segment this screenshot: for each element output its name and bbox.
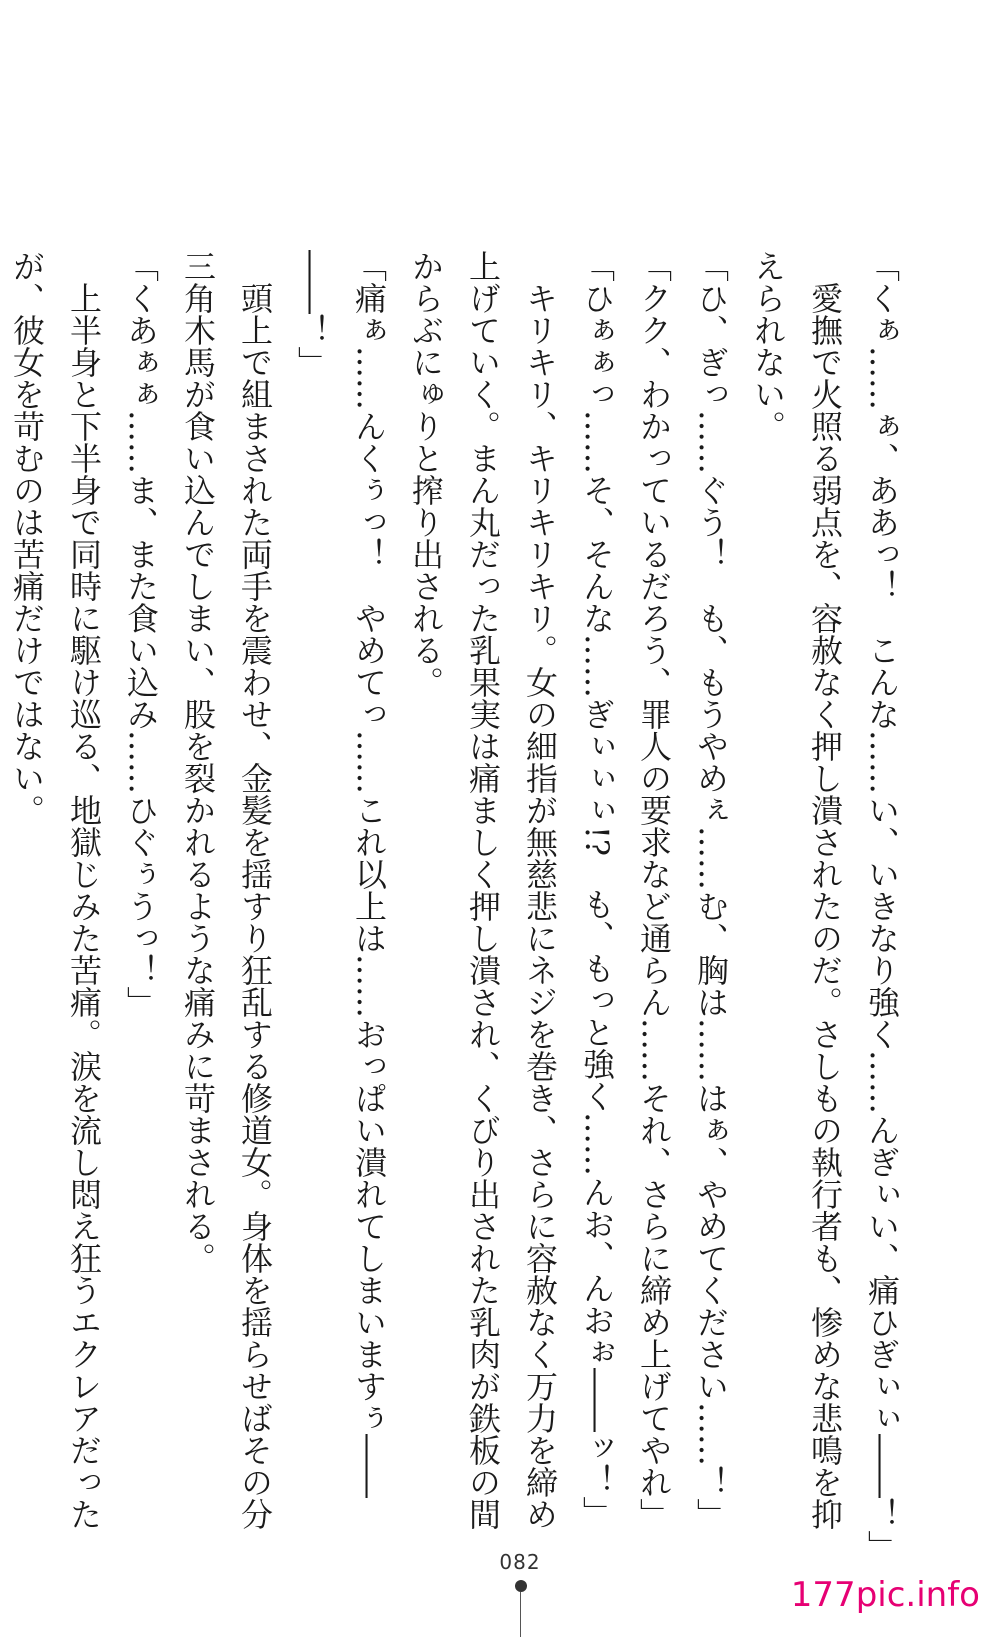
text-line: 上半身と下半身で同時に駆け巡る、地獄じみた苦痛。涙を流し悶え狂うエクレアだった [65, 250, 103, 1530]
page-number: 082 [499, 1550, 541, 1574]
text-line: ――！」 [293, 250, 331, 378]
text-line: 「痛ぁ……んくぅっ！ やめてっ……これ以上は……おっぱい潰れてしまいますぅ―― [350, 250, 388, 1498]
text-line: 上げていく。まん丸だった乳果実は痛ましく押し潰され、くびり出された乳肉が鉄板の間 [464, 250, 502, 1530]
page-marker-rule [520, 1592, 521, 1637]
text-line: 「ひ、ぎっ……ぐう！ も、もうやめぇ……む、胸は……はぁ、やめてください……！」 [692, 250, 730, 1530]
page-marker-dot-icon [515, 1580, 527, 1592]
watermark: 177pic.info [790, 1575, 980, 1615]
text-line: 「くぁ……ぁ、ああっ！ こんな……い、いきなり強く……んぎぃい、痛ひぎぃぃ――！」 [863, 250, 901, 1562]
text-line: 三角木馬が食い込んでしまい、股を裂かれるような痛みに苛まされる。 [179, 250, 217, 1274]
text-line: キリキリ、キリキリキリ。女の細指が無慈悲にネジを巻き、さらに容赦なく万力を締め [521, 250, 559, 1530]
text-line: が、彼女を苛むのは苦痛だけではない。 [8, 250, 46, 826]
text-line: 愛撫で火照る弱点を、容赦なく押し潰されたのだ。さしもの執行者も、惨めな悲鳴を抑 [806, 250, 844, 1530]
text-line: えられない。 [749, 250, 787, 442]
text-line: 頭上で組まされた両手を震わせ、金髪を揺すり狂乱する修道女。身体を揺らせばその分 [236, 250, 274, 1530]
text-line: 「ひぁぁっ……そ、そんな……ぎぃぃぃ!? も、もっと強く……んお、んおぉ――ッ！」 [578, 250, 616, 1529]
text-line: 「くあぁぁ……ま、また食い込み……ひぐぅうっ！」 [122, 250, 160, 1018]
text-line: 「クク、わかっているだろう、罪人の要求など通らん……それ、さらに締め上げてやれ」 [635, 250, 673, 1530]
text-line: からぶにゅりと搾り出される。 [407, 250, 445, 698]
